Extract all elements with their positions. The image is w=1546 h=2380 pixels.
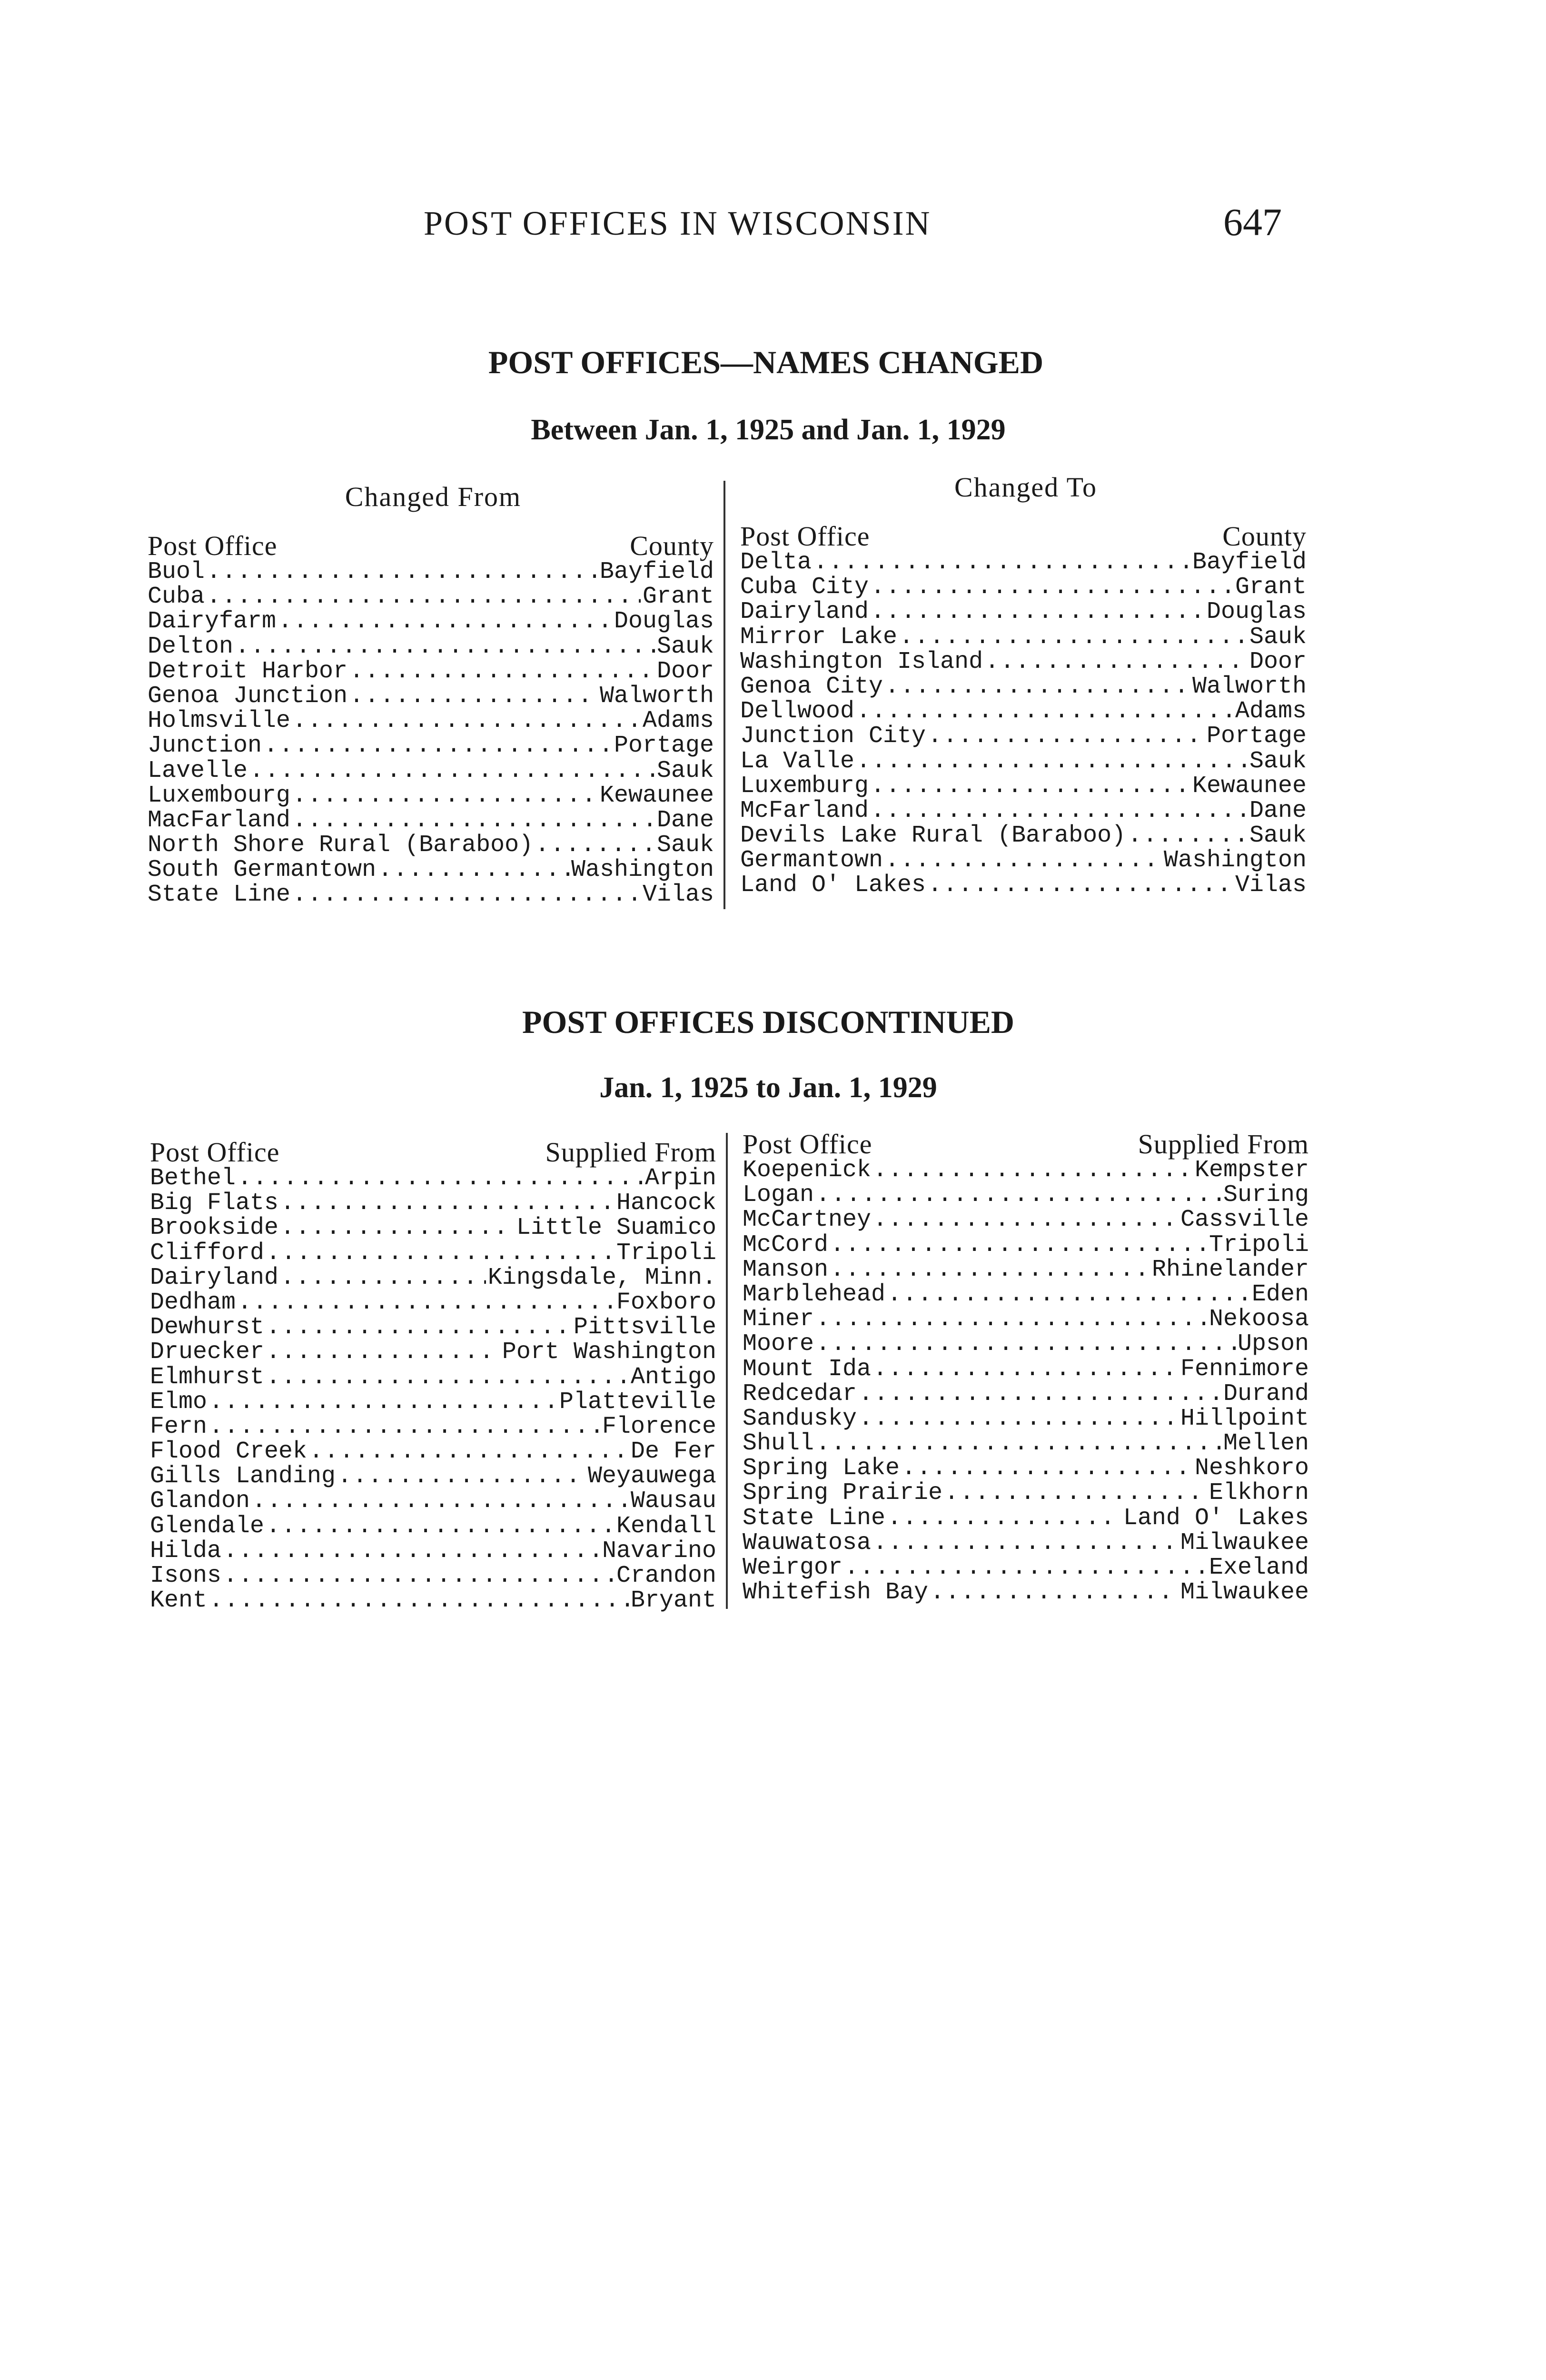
list-item	[743, 1506, 1309, 1531]
entry-value: Kingsdale, Minn.	[487, 1264, 716, 1291]
list-item	[148, 858, 714, 883]
entry-value: Crandon	[616, 1562, 716, 1589]
entry-value: Tripoli	[1209, 1231, 1309, 1259]
list-item	[148, 783, 714, 808]
post-office-name: Hilda	[150, 1537, 222, 1565]
list-item	[150, 1489, 716, 1514]
entry-value: De Fer	[630, 1438, 716, 1466]
entry-value: Vilas	[1235, 872, 1307, 899]
discontinued-title: POST OFFICES DISCONTINUED	[522, 1004, 1015, 1040]
entry-value: Sauk	[656, 757, 714, 784]
post-office-name: Miner	[743, 1306, 814, 1333]
dot-leader	[280, 1191, 614, 1216]
dot-leader	[859, 1382, 1221, 1407]
list-item	[743, 1332, 1309, 1357]
county-header: County	[630, 530, 714, 561]
post-office-name: Glendale	[150, 1512, 265, 1540]
entry-value: Land O' Lakes	[1123, 1504, 1309, 1532]
list-item	[150, 1564, 716, 1588]
list-item	[743, 1407, 1309, 1431]
entry-value: Rhinelander	[1151, 1256, 1309, 1283]
dot-leader	[873, 1531, 1179, 1556]
list-item	[740, 674, 1307, 699]
entry-value: Portage	[614, 732, 714, 760]
names-changed-title: POST OFFICES—NAMES CHANGED	[488, 344, 1044, 380]
dot-leader	[856, 749, 1248, 774]
post-office-name: Clifford	[150, 1239, 265, 1267]
entry-value: Elkhorn	[1209, 1479, 1309, 1507]
post-office-name: Devils Lake Rural (Baraboo)	[740, 822, 1126, 850]
list-item	[740, 848, 1307, 873]
dot-leader	[266, 1340, 500, 1365]
list-item	[150, 1588, 716, 1613]
list-item	[740, 575, 1307, 600]
dot-leader	[816, 1183, 1221, 1208]
post-office-name: Junction	[148, 732, 262, 760]
entry-value: Hancock	[616, 1190, 716, 1217]
dot-leader	[249, 759, 655, 783]
list-item	[743, 1382, 1309, 1407]
list-item	[150, 1415, 716, 1439]
entry-value: Durand	[1223, 1380, 1309, 1408]
post-office-name: Mount Ida	[743, 1355, 872, 1383]
post-office-name: La Valle	[740, 747, 855, 775]
entry-value: Milwaukee	[1180, 1529, 1309, 1557]
post-office-header: Post Office	[743, 1129, 872, 1160]
page-number: 647	[1223, 200, 1282, 244]
changed-from-list	[148, 560, 714, 908]
dot-leader	[266, 1315, 572, 1340]
dot-leader	[337, 1464, 586, 1489]
dot-leader	[264, 734, 612, 758]
dot-leader	[209, 1415, 600, 1439]
discontinued-left-column	[150, 1139, 716, 1613]
entry-value: Sauk	[656, 633, 714, 660]
column-header	[740, 523, 1307, 550]
entry-value: Wausau	[630, 1488, 716, 1515]
list-item	[743, 1233, 1309, 1258]
list-item	[150, 1216, 716, 1240]
list-item	[740, 600, 1307, 625]
entry-value: Dane	[656, 806, 714, 834]
post-office-name: McCord	[743, 1231, 829, 1259]
dot-leader	[985, 650, 1248, 674]
dot-leader	[223, 1564, 614, 1588]
dot-leader	[887, 1282, 1250, 1307]
post-office-name: Gills Landing	[150, 1463, 336, 1490]
list-item	[150, 1365, 716, 1390]
list-item	[740, 873, 1307, 898]
post-office-name: Weirgor	[743, 1554, 843, 1581]
names-changed-subtitle: Between Jan. 1, 1925 and Jan. 1, 1929	[531, 414, 1006, 446]
changed-to-caption: Changed To	[954, 472, 1097, 503]
dot-leader	[292, 709, 641, 734]
dot-leader	[209, 1390, 557, 1415]
list-item	[740, 699, 1307, 724]
post-office-name: Fern	[150, 1413, 208, 1440]
dot-leader	[873, 1158, 1193, 1183]
entry-value: Washington	[1163, 847, 1307, 874]
post-office-name: McFarland	[740, 797, 869, 824]
post-office-name: Luxemburg	[740, 772, 869, 800]
entry-value: Pittsville	[573, 1314, 716, 1341]
dot-leader	[238, 1166, 643, 1191]
list-item	[743, 1456, 1309, 1481]
post-office-name: Kent	[150, 1587, 208, 1615]
dot-leader	[871, 575, 1233, 600]
list-item	[743, 1531, 1309, 1556]
dot-leader	[378, 858, 569, 883]
list-item	[148, 808, 714, 833]
list-item	[150, 1166, 716, 1191]
entry-value: Cassville	[1180, 1206, 1309, 1234]
post-office-name: Sandusky	[743, 1405, 857, 1432]
dot-leader	[266, 1514, 614, 1539]
dot-leader	[207, 585, 641, 609]
dot-leader	[902, 1456, 1193, 1481]
column-header	[150, 1139, 716, 1166]
post-office-header: Post Office	[148, 530, 277, 561]
entry-value: Nekoosa	[1209, 1306, 1309, 1333]
post-office-name: Logan	[743, 1181, 814, 1209]
column-divider	[726, 1133, 728, 1609]
post-office-header: Post Office	[740, 521, 870, 552]
dot-leader	[816, 1332, 1236, 1357]
entry-value: Neshkoro	[1194, 1455, 1309, 1482]
list-item	[150, 1439, 716, 1464]
post-office-name: Land O' Lakes	[740, 872, 926, 899]
list-item	[743, 1158, 1309, 1183]
list-item	[150, 1315, 716, 1340]
dot-leader	[830, 1233, 1207, 1258]
post-office-name: Redcedar	[743, 1380, 857, 1408]
list-item	[148, 684, 714, 709]
dot-leader	[816, 1431, 1221, 1456]
entry-value: Antigo	[630, 1363, 716, 1391]
entry-value: Grant	[1235, 574, 1307, 601]
dot-leader	[266, 1365, 629, 1390]
dot-leader	[859, 1407, 1179, 1431]
entry-value: Douglas	[1206, 598, 1307, 626]
post-office-name: Spring Lake	[743, 1455, 900, 1482]
list-item	[740, 625, 1307, 650]
post-office-header: Post Office	[150, 1137, 280, 1168]
entry-value: Arpin	[644, 1165, 716, 1192]
dot-leader	[944, 1481, 1207, 1506]
post-office-name: Moore	[743, 1330, 814, 1358]
entry-value: Upson	[1237, 1330, 1309, 1358]
column-header	[743, 1130, 1309, 1158]
post-office-name: Druecker	[150, 1339, 265, 1366]
entry-value: Kewaunee	[1192, 772, 1307, 800]
list-item	[743, 1357, 1309, 1382]
list-item	[148, 709, 714, 734]
post-office-name: Whitefish Bay	[743, 1579, 929, 1606]
list-item	[743, 1481, 1309, 1506]
post-office-name: Germantown	[740, 847, 883, 874]
entry-value: Door	[656, 657, 714, 685]
entry-value: Adams	[642, 707, 714, 735]
post-office-name: State Line	[148, 881, 291, 909]
post-office-name: Isons	[150, 1562, 222, 1589]
entry-value: Eden	[1251, 1280, 1309, 1308]
dot-leader	[887, 1506, 1121, 1531]
list-item	[150, 1191, 716, 1216]
entry-value: Sauk	[1249, 623, 1307, 651]
post-office-name: Genoa Junction	[148, 682, 348, 710]
post-office-name: Shull	[743, 1430, 814, 1458]
post-office-name: Cuba	[148, 583, 205, 611]
list-item	[148, 609, 714, 634]
post-office-name: Delton	[148, 633, 234, 660]
dot-leader	[223, 1539, 600, 1564]
discontinued-right-list	[743, 1158, 1309, 1605]
entry-value: Bryant	[630, 1587, 716, 1615]
changed-from-caption: Changed From	[345, 481, 522, 512]
post-office-name: Big Flats	[150, 1190, 279, 1217]
list-item	[743, 1431, 1309, 1456]
post-office-name: Dairyland	[740, 598, 869, 626]
list-item	[148, 833, 714, 858]
post-office-name: State Line	[743, 1504, 886, 1532]
dot-leader	[292, 883, 641, 907]
dot-leader	[899, 625, 1248, 650]
entry-value: Navarino	[602, 1537, 716, 1565]
entry-value: Exeland	[1209, 1554, 1309, 1581]
post-office-name: Mirror Lake	[740, 623, 898, 651]
dot-leader	[349, 684, 598, 709]
list-item	[743, 1208, 1309, 1232]
discontinued-subtitle: Jan. 1, 1925 to Jan. 1, 1929	[599, 1071, 937, 1104]
post-office-name: Manson	[743, 1256, 829, 1283]
entry-value: Fennimore	[1180, 1355, 1309, 1383]
entry-value: Hillpoint	[1180, 1405, 1309, 1432]
discontinued-right-column	[743, 1130, 1309, 1605]
dot-leader	[871, 600, 1205, 625]
dot-leader	[830, 1258, 1150, 1282]
entry-value: Adams	[1235, 698, 1307, 725]
post-office-name: Marblehead	[743, 1280, 886, 1308]
entry-value: Grant	[642, 583, 714, 611]
list-item	[743, 1183, 1309, 1208]
post-office-name: Dairyland	[150, 1264, 279, 1291]
post-office-name: McCartney	[743, 1206, 872, 1234]
list-item	[148, 635, 714, 659]
entry-value: Platteville	[559, 1388, 716, 1416]
list-item	[150, 1514, 716, 1539]
post-office-name: Detroit Harbor	[148, 657, 348, 685]
column-divider	[723, 481, 725, 909]
entry-value: Walworth	[599, 682, 714, 710]
post-office-name: Elmhurst	[150, 1363, 265, 1391]
dot-leader	[280, 1266, 486, 1290]
dot-leader	[309, 1439, 629, 1464]
post-office-name: Cuba City	[740, 574, 869, 601]
list-item	[148, 759, 714, 783]
dot-leader	[207, 560, 598, 585]
dot-leader	[813, 550, 1190, 575]
post-office-name: Elmo	[150, 1388, 208, 1416]
post-office-name: Dellwood	[740, 698, 855, 725]
entry-value: Foxboro	[616, 1289, 716, 1316]
dot-leader	[873, 1208, 1179, 1232]
post-office-name: North Shore Rural (Baraboo)	[148, 832, 534, 859]
entry-value: Little Suamico	[516, 1214, 716, 1242]
list-item	[740, 550, 1307, 575]
list-item	[743, 1282, 1309, 1307]
entry-value: Weyauwega	[587, 1463, 716, 1490]
running-head-title: POST OFFICES IN WISCONSIN	[424, 204, 932, 242]
dot-leader	[928, 724, 1205, 749]
post-office-name: Dairyfarm	[148, 608, 277, 635]
list-item	[148, 560, 714, 585]
entry-value: Portage	[1206, 723, 1307, 750]
post-office-name: Flood Creek	[150, 1438, 307, 1466]
supplied-from-header: Supplied From	[1138, 1129, 1309, 1160]
list-item	[148, 883, 714, 907]
post-office-name: Koepenick	[743, 1157, 872, 1184]
post-office-name: Wauwatosa	[743, 1529, 872, 1557]
entry-value: Douglas	[614, 608, 714, 635]
post-office-name: South Germantown	[148, 856, 377, 884]
dot-leader	[209, 1588, 629, 1613]
entry-value: Door	[1249, 648, 1307, 675]
dot-leader	[928, 873, 1233, 898]
post-office-name: Delta	[740, 549, 812, 576]
dot-leader	[873, 1357, 1179, 1382]
post-office-name: Genoa City	[740, 673, 883, 700]
post-office-name: Glandon	[150, 1488, 250, 1515]
list-item	[150, 1539, 716, 1564]
post-office-name: Luxembourg	[148, 782, 291, 809]
post-office-name: Brookside	[150, 1214, 279, 1242]
entry-value: Vilas	[642, 881, 714, 909]
post-office-name: MacFarland	[148, 806, 291, 834]
dot-leader	[930, 1580, 1179, 1605]
dot-leader	[292, 808, 655, 833]
dot-leader	[1128, 823, 1248, 848]
entry-value: Port Washington	[502, 1339, 716, 1366]
list-item	[743, 1556, 1309, 1580]
entry-value: Kempster	[1194, 1157, 1309, 1184]
list-item	[150, 1241, 716, 1266]
list-item	[150, 1390, 716, 1415]
changed-to-column	[740, 523, 1307, 898]
entry-value: Sauk	[1249, 747, 1307, 775]
entry-value: Milwaukee	[1180, 1579, 1309, 1606]
list-item	[743, 1580, 1309, 1605]
post-office-name: Dedham	[150, 1289, 236, 1316]
post-office-name: Junction City	[740, 723, 926, 750]
list-item	[150, 1290, 716, 1315]
dot-leader	[856, 699, 1233, 724]
discontinued-left-list	[150, 1166, 716, 1613]
list-item	[740, 650, 1307, 674]
list-item	[148, 585, 714, 609]
dot-leader	[349, 659, 655, 684]
list-item	[740, 774, 1307, 799]
entry-value: Sauk	[1249, 822, 1307, 850]
post-office-name: Buol	[148, 558, 205, 585]
list-item	[740, 799, 1307, 823]
post-office-name: Bethel	[150, 1165, 236, 1192]
dot-leader	[292, 783, 598, 808]
entry-value: Kendall	[616, 1512, 716, 1540]
dot-leader	[266, 1241, 614, 1266]
post-office-name: Lavelle	[148, 757, 248, 784]
county-header: County	[1222, 521, 1307, 552]
dot-leader	[278, 609, 612, 634]
dot-leader	[885, 848, 1162, 873]
post-office-name: Holmsville	[148, 707, 291, 735]
post-office-name: Dewhurst	[150, 1314, 265, 1341]
dot-leader	[844, 1556, 1207, 1580]
entry-value: Suring	[1223, 1181, 1309, 1209]
dot-leader	[871, 774, 1190, 799]
dot-leader	[238, 1290, 614, 1315]
entry-value: Florence	[602, 1413, 716, 1440]
entry-value: Tripoli	[616, 1239, 716, 1267]
list-item	[150, 1464, 716, 1489]
entry-value: Bayfield	[1192, 549, 1307, 576]
entry-value: Kewaunee	[599, 782, 714, 809]
entry-value: Walworth	[1192, 673, 1307, 700]
list-item	[743, 1307, 1309, 1332]
post-office-name: Washington Island	[740, 648, 983, 675]
dot-leader	[280, 1216, 515, 1240]
dot-leader	[816, 1307, 1207, 1332]
list-item	[148, 659, 714, 684]
list-item	[740, 749, 1307, 774]
list-item	[740, 823, 1307, 848]
dot-leader	[535, 833, 655, 858]
entry-value: Sauk	[656, 832, 714, 859]
column-header	[148, 532, 714, 560]
entry-value: Bayfield	[599, 558, 714, 585]
dot-leader	[235, 635, 655, 659]
list-item	[148, 734, 714, 758]
dot-leader	[252, 1489, 629, 1514]
changed-to-list	[740, 550, 1307, 898]
entry-value: Mellen	[1223, 1430, 1309, 1458]
changed-from-column	[148, 532, 714, 908]
entry-value: Dane	[1249, 797, 1307, 824]
supplied-from-header: Supplied From	[545, 1137, 716, 1168]
list-item	[150, 1340, 716, 1365]
dot-leader	[885, 674, 1190, 699]
entry-value: Washington	[571, 856, 714, 884]
list-item	[740, 724, 1307, 749]
list-item	[743, 1258, 1309, 1282]
dot-leader	[871, 799, 1248, 823]
post-office-name: Spring Prairie	[743, 1479, 943, 1507]
list-item	[150, 1266, 716, 1290]
